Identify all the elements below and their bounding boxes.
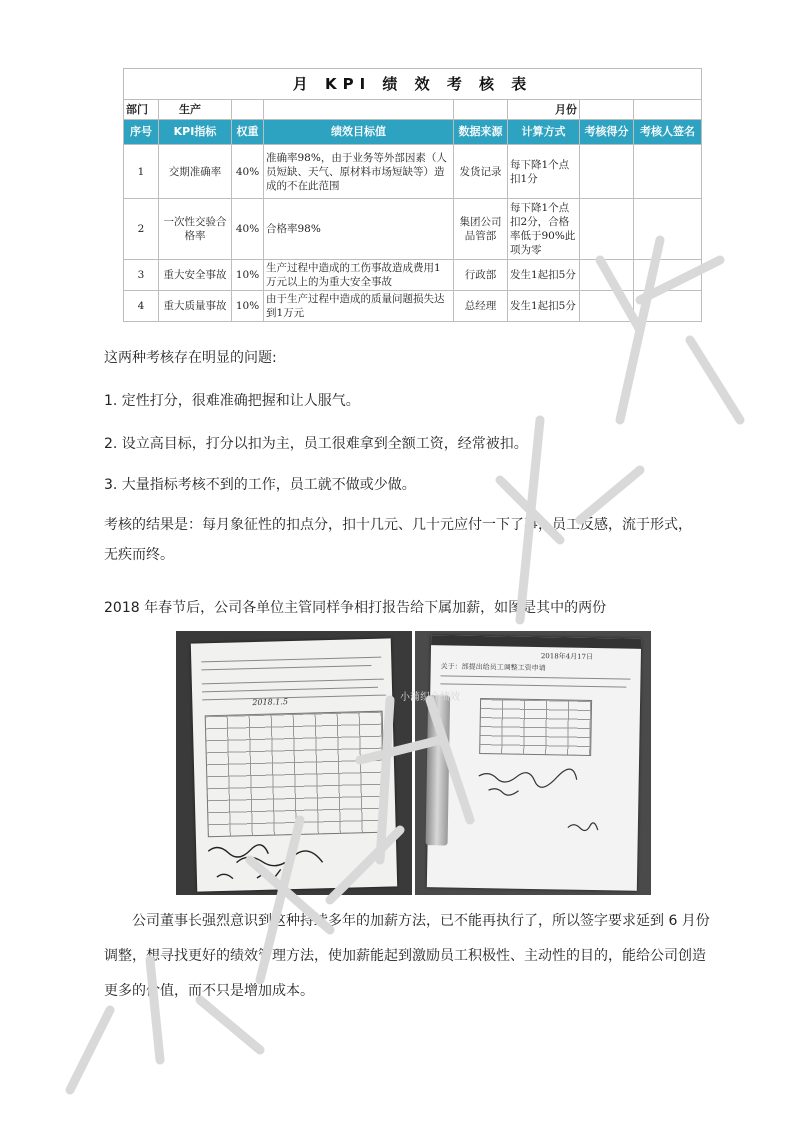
dept-label: 部门 (124, 100, 159, 120)
watermark-text: 小蒲织介绩效 (400, 692, 460, 703)
header-signature: 考核人签名 (634, 120, 702, 145)
table-row: 3 重大安全事故 10% 生产过程中造成的工伤事故造成费用1万元以上的为重大安全事故 行政部 发生1起扣5分 (124, 260, 702, 291)
header-weight: 权重 (232, 120, 264, 145)
spring-text: 2018 年春节后，公司各单位主管同样争相打报告给下属加薪，如图是其中的两份 (104, 600, 607, 616)
issue-3: 3. 大量指标考核不到的工作，员工就不做或少做。 (104, 477, 416, 493)
result-paragraph: 考核的结果是：每月象征性的扣点分，扣十几元、几十元应付一下了事，员工反感，流于形式，无疾而终。 (104, 517, 692, 563)
dept-value: 生产 (159, 100, 232, 120)
table-row: 4 重大质量事故 10% 由于生产过程中造成的质量问题损失达到1万元 总经理 发生1起扣5分 (124, 291, 702, 322)
photo1-date: 2018.1.5 (252, 697, 289, 708)
header-method: 计算方式 (508, 120, 580, 145)
handwritten-note (427, 745, 639, 889)
issue-1: 1. 定性打分，很难准确把握和让人服气。 (104, 393, 360, 409)
header-kpi: KPI指标 (159, 120, 232, 145)
salary-report-photo-1 (176, 631, 412, 895)
kpi-table (123, 68, 702, 322)
photo2-date: 2018年4月17日 (540, 652, 594, 662)
header-target: 绩效目标值 (264, 120, 454, 145)
month-label: 月份 (508, 100, 580, 120)
table-row: 2 一次性交验合格率 40% 合格率98% 集团公司品管部 每下降1个点扣2分，合格率低于90%此项为零 (124, 199, 702, 260)
table-row: 1 交期准确率 40% 准确率98%，由于业务等外部因素（人员短缺、天气、原材料市场短缺等）造成的不在此范围 发货记录 每下降1个点扣1分 (124, 145, 702, 199)
header-source: 数据来源 (454, 120, 508, 145)
binder-clip (426, 695, 451, 845)
salary-report-photo-2 (415, 631, 651, 895)
kpi-table-header (124, 120, 702, 145)
conclusion-paragraph: 公司董事长强烈意识到这种持续多年的加薪方法，已不能再执行了，所以签字要求延到 6 月份调整，想寻找更好的绩效管理方法，使加薪能起到激励员工积极性、主动性的目的，能给公司创造更多的价值，而不只是增加成本。 (104, 913, 710, 999)
intro-text: 这两种考核存在明显的问题: (104, 350, 277, 366)
signature-scribble (196, 828, 398, 893)
photo2-heading: 关于：部提出给员工调整工资申请 (440, 662, 546, 673)
kpi-table-title: 月 KPI 绩 效 考 核 表 (124, 69, 702, 100)
header-no: 序号 (124, 120, 159, 145)
header-score: 考核得分 (580, 120, 634, 145)
issue-2: 2. 设立高目标，打分以扣为主，员工很难拿到全额工资，经常被扣。 (104, 436, 528, 452)
